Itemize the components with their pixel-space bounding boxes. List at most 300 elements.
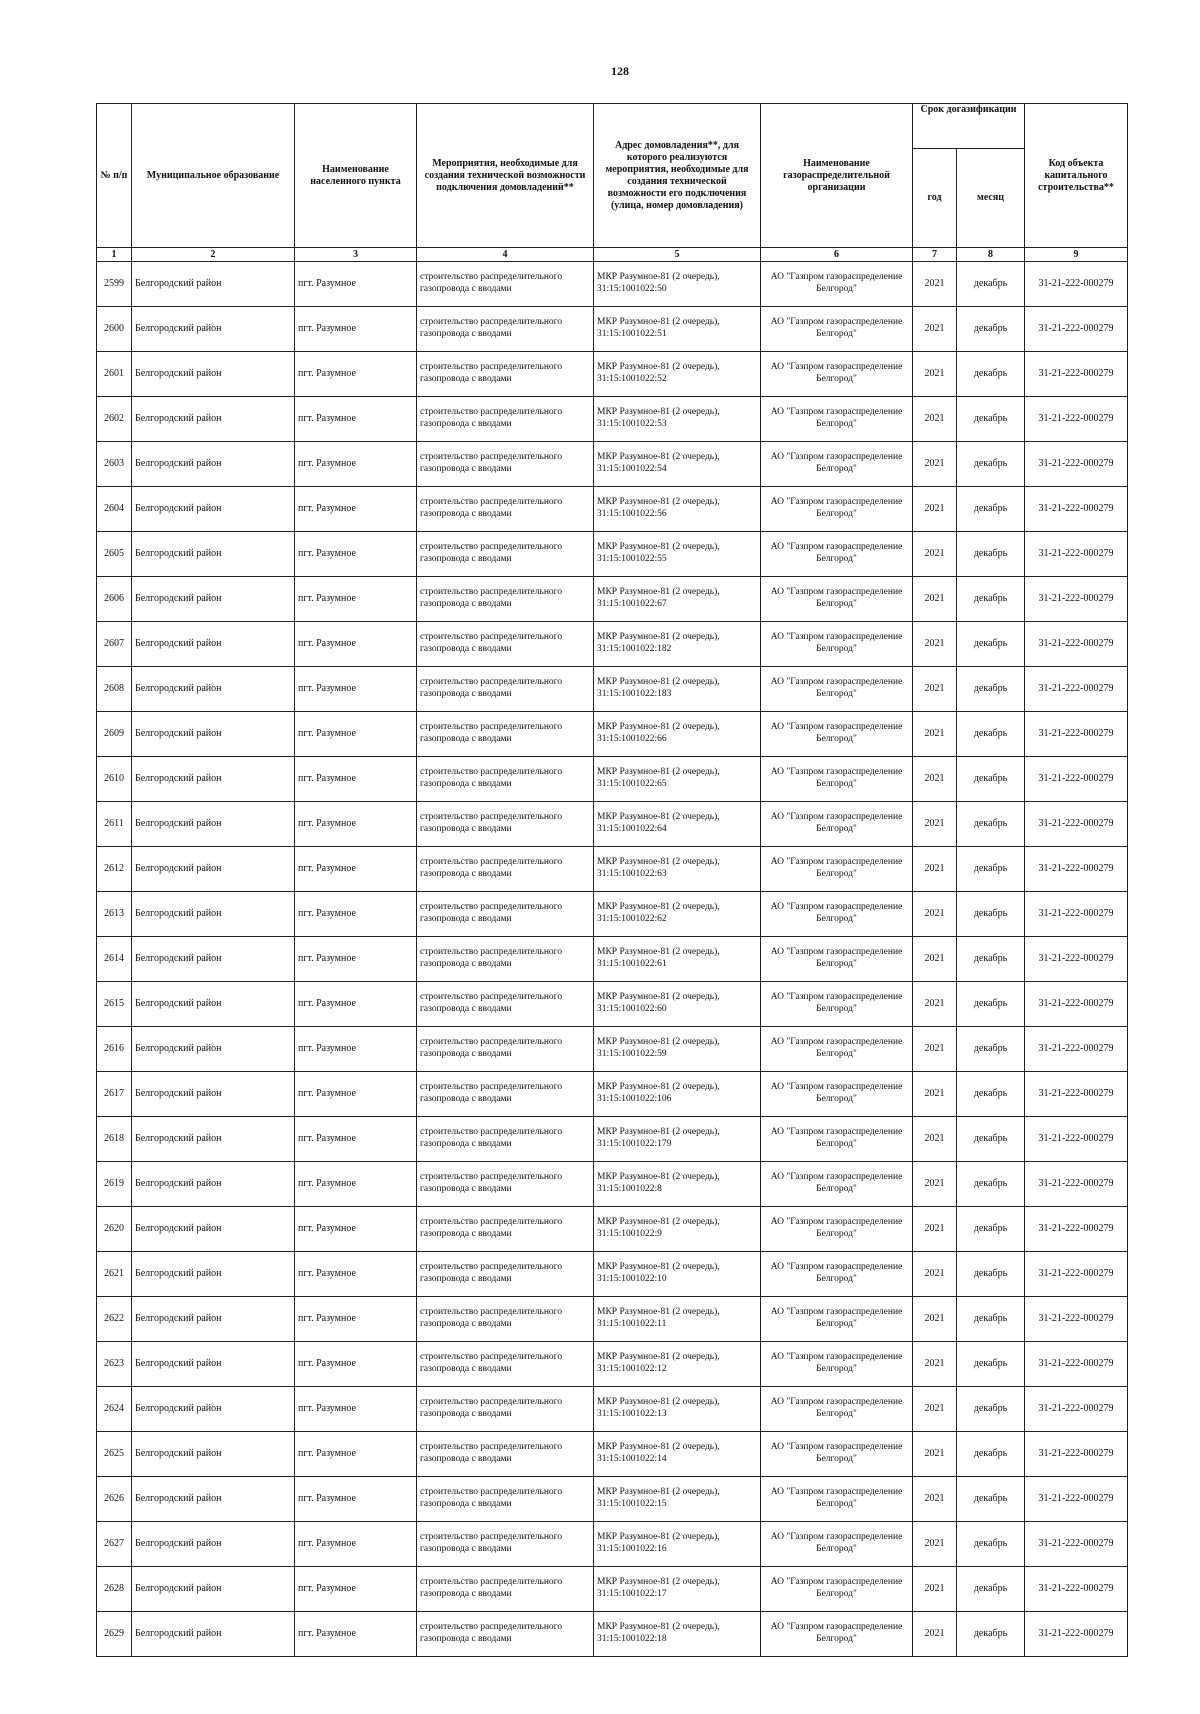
organization-cell: АО "Газпром газораспределение Белгород" xyxy=(761,1117,913,1162)
measure-cell: строительство распределительного газопровода с вводами xyxy=(417,1162,594,1207)
organization-cell: АО "Газпром газораспределение Белгород" xyxy=(761,1567,913,1612)
address-cell: МКР Разумное-81 (2 очередь), 31:15:1001022:53 xyxy=(594,397,761,442)
table-row xyxy=(97,982,1128,1027)
year-cell: 2021 xyxy=(913,937,957,982)
address-cell: МКР Разумное-81 (2 очередь), 31:15:1001022:15 xyxy=(594,1477,761,1522)
year-cell: 2021 xyxy=(913,712,957,757)
object-code-cell: 31-21-222-000279 xyxy=(1025,622,1128,667)
table-row xyxy=(97,1252,1128,1297)
year-cell: 2021 xyxy=(913,1162,957,1207)
settlement-cell: пгт. Разумное xyxy=(295,307,417,352)
organization-cell: АО "Газпром газораспределение Белгород" xyxy=(761,1297,913,1342)
month-cell: декабрь xyxy=(957,757,1025,802)
measure-cell: строительство распределительного газопровода с вводами xyxy=(417,1387,594,1432)
year-cell: 2021 xyxy=(913,1252,957,1297)
object-code-cell: 31-21-222-000279 xyxy=(1025,397,1128,442)
row-number-cell: 2612 xyxy=(97,847,132,892)
year-cell: 2021 xyxy=(913,577,957,622)
measure-cell: строительство распределительного газопровода с вводами xyxy=(417,1117,594,1162)
table-row xyxy=(97,1207,1128,1252)
measure-cell: строительство распределительного газопровода с вводами xyxy=(417,712,594,757)
address-cell: МКР Разумное-81 (2 очередь), 31:15:1001022:56 xyxy=(594,487,761,532)
year-cell: 2021 xyxy=(913,1072,957,1117)
organization-cell: АО "Газпром газораспределение Белгород" xyxy=(761,577,913,622)
year-cell: 2021 xyxy=(913,1342,957,1387)
object-code-cell: 31-21-222-000279 xyxy=(1025,982,1128,1027)
table-header xyxy=(97,104,1128,262)
month-cell: декабрь xyxy=(957,1522,1025,1567)
row-number-cell: 2621 xyxy=(97,1252,132,1297)
table-row xyxy=(97,1387,1128,1432)
address-cell: МКР Разумное-81 (2 очередь), 31:15:1001022:10 xyxy=(594,1252,761,1297)
row-number-cell: 2626 xyxy=(97,1477,132,1522)
municipality-cell: Белгородский район xyxy=(132,1117,295,1162)
month-cell: декабрь xyxy=(957,1162,1025,1207)
column-number: 5 xyxy=(594,248,761,262)
row-number-cell: 2601 xyxy=(97,352,132,397)
settlement-cell: пгт. Разумное xyxy=(295,667,417,712)
month-cell: декабрь xyxy=(957,1567,1025,1612)
settlement-cell: пгт. Разумное xyxy=(295,1252,417,1297)
measure-cell: строительство распределительного газопровода с вводами xyxy=(417,1207,594,1252)
measure-cell: строительство распределительного газопровода с вводами xyxy=(417,1027,594,1072)
year-cell: 2021 xyxy=(913,1027,957,1072)
address-cell: МКР Разумное-81 (2 очередь), 31:15:1001022:179 xyxy=(594,1117,761,1162)
organization-cell: АО "Газпром газораспределение Белгород" xyxy=(761,937,913,982)
object-code-cell: 31-21-222-000279 xyxy=(1025,1117,1128,1162)
municipality-cell: Белгородский район xyxy=(132,352,295,397)
table-row xyxy=(97,757,1128,802)
organization-cell: АО "Газпром газораспределение Белгород" xyxy=(761,262,913,307)
object-code-cell: 31-21-222-000279 xyxy=(1025,532,1128,577)
organization-cell: АО "Газпром газораспределение Белгород" xyxy=(761,1072,913,1117)
object-code-cell: 31-21-222-000279 xyxy=(1025,1207,1128,1252)
row-number-cell: 2620 xyxy=(97,1207,132,1252)
table-row xyxy=(97,622,1128,667)
year-cell: 2021 xyxy=(913,757,957,802)
address-cell: МКР Разумное-81 (2 очередь), 31:15:1001022:62 xyxy=(594,892,761,937)
municipality-cell: Белгородский район xyxy=(132,442,295,487)
month-cell: декабрь xyxy=(957,802,1025,847)
address-cell: МКР Разумное-81 (2 очередь), 31:15:1001022:60 xyxy=(594,982,761,1027)
settlement-cell: пгт. Разумное xyxy=(295,1387,417,1432)
year-cell: 2021 xyxy=(913,982,957,1027)
municipality-cell: Белгородский район xyxy=(132,667,295,712)
organization-cell: АО "Газпром газораспределение Белгород" xyxy=(761,532,913,577)
measure-cell: строительство распределительного газопровода с вводами xyxy=(417,532,594,577)
municipality-cell: Белгородский район xyxy=(132,757,295,802)
organization-cell: АО "Газпром газораспределение Белгород" xyxy=(761,1342,913,1387)
measure-cell: строительство распределительного газопровода с вводами xyxy=(417,757,594,802)
table-row xyxy=(97,712,1128,757)
address-cell: МКР Разумное-81 (2 очередь), 31:15:1001022:63 xyxy=(594,847,761,892)
month-cell: декабрь xyxy=(957,1027,1025,1072)
municipality-cell: Белгородский район xyxy=(132,1522,295,1567)
column-number-row xyxy=(97,248,1128,262)
measure-cell: строительство распределительного газопровода с вводами xyxy=(417,1567,594,1612)
settlement-cell: пгт. Разумное xyxy=(295,1432,417,1477)
year-cell: 2021 xyxy=(913,397,957,442)
object-code-cell: 31-21-222-000279 xyxy=(1025,1162,1128,1207)
header-measures: Мероприятия, необходимые для создания технической возможности подключения домовладений** xyxy=(417,104,594,248)
month-cell: декабрь xyxy=(957,937,1025,982)
table-row xyxy=(97,262,1128,307)
object-code-cell: 31-21-222-000279 xyxy=(1025,1567,1128,1612)
address-cell: МКР Разумное-81 (2 очередь), 31:15:1001022:9 xyxy=(594,1207,761,1252)
settlement-cell: пгт. Разумное xyxy=(295,712,417,757)
table-row xyxy=(97,397,1128,442)
object-code-cell: 31-21-222-000279 xyxy=(1025,442,1128,487)
measure-cell: строительство распределительного газопровода с вводами xyxy=(417,262,594,307)
measure-cell: строительство распределительного газопровода с вводами xyxy=(417,1297,594,1342)
measure-cell: строительство распределительного газопровода с вводами xyxy=(417,982,594,1027)
table-row xyxy=(97,442,1128,487)
month-cell: декабрь xyxy=(957,1297,1025,1342)
settlement-cell: пгт. Разумное xyxy=(295,1477,417,1522)
object-code-cell: 31-21-222-000279 xyxy=(1025,262,1128,307)
measure-cell: строительство распределительного газопровода с вводами xyxy=(417,442,594,487)
settlement-cell: пгт. Разумное xyxy=(295,487,417,532)
table-row xyxy=(97,802,1128,847)
object-code-cell: 31-21-222-000279 xyxy=(1025,1477,1128,1522)
table-row xyxy=(97,892,1128,937)
address-cell: МКР Разумное-81 (2 очередь), 31:15:1001022:52 xyxy=(594,352,761,397)
row-number-cell: 2600 xyxy=(97,307,132,352)
month-cell: декабрь xyxy=(957,712,1025,757)
settlement-cell: пгт. Разумное xyxy=(295,937,417,982)
object-code-cell: 31-21-222-000279 xyxy=(1025,937,1128,982)
column-number: 1 xyxy=(97,248,132,262)
address-cell: МКР Разумное-81 (2 очередь), 31:15:1001022:106 xyxy=(594,1072,761,1117)
year-cell: 2021 xyxy=(913,262,957,307)
year-cell: 2021 xyxy=(913,442,957,487)
table-row xyxy=(97,1522,1128,1567)
table-row xyxy=(97,847,1128,892)
year-cell: 2021 xyxy=(913,802,957,847)
municipality-cell: Белгородский район xyxy=(132,307,295,352)
row-number-cell: 2616 xyxy=(97,1027,132,1072)
object-code-cell: 31-21-222-000279 xyxy=(1025,1072,1128,1117)
measure-cell: строительство распределительного газопровода с вводами xyxy=(417,1477,594,1522)
month-cell: декабрь xyxy=(957,667,1025,712)
header-address: Адрес домовладения**, для которого реализуются мероприятия, необходимые для создания технической возможности его подключения (улица, номер домовладения) xyxy=(594,104,761,248)
municipality-cell: Белгородский район xyxy=(132,1342,295,1387)
organization-cell: АО "Газпром газораспределение Белгород" xyxy=(761,847,913,892)
settlement-cell: пгт. Разумное xyxy=(295,1027,417,1072)
table-row xyxy=(97,937,1128,982)
year-cell: 2021 xyxy=(913,622,957,667)
month-cell: декабрь xyxy=(957,1117,1025,1162)
object-code-cell: 31-21-222-000279 xyxy=(1025,1612,1128,1657)
month-cell: декабрь xyxy=(957,1387,1025,1432)
table-row xyxy=(97,577,1128,622)
address-cell: МКР Разумное-81 (2 очередь), 31:15:1001022:12 xyxy=(594,1342,761,1387)
row-number-cell: 2602 xyxy=(97,397,132,442)
table-row xyxy=(97,1342,1128,1387)
organization-cell: АО "Газпром газораспределение Белгород" xyxy=(761,352,913,397)
measure-cell: строительство распределительного газопровода с вводами xyxy=(417,1252,594,1297)
settlement-cell: пгт. Разумное xyxy=(295,442,417,487)
municipality-cell: Белгородский район xyxy=(132,1297,295,1342)
municipality-cell: Белгородский район xyxy=(132,262,295,307)
month-cell: декабрь xyxy=(957,622,1025,667)
row-number-cell: 2609 xyxy=(97,712,132,757)
address-cell: МКР Разумное-81 (2 очередь), 31:15:1001022:54 xyxy=(594,442,761,487)
object-code-cell: 31-21-222-000279 xyxy=(1025,1297,1128,1342)
municipality-cell: Белгородский район xyxy=(132,622,295,667)
settlement-cell: пгт. Разумное xyxy=(295,757,417,802)
municipality-cell: Белгородский район xyxy=(132,892,295,937)
row-number-cell: 2613 xyxy=(97,892,132,937)
municipality-cell: Белгородский район xyxy=(132,712,295,757)
organization-cell: АО "Газпром газораспределение Белгород" xyxy=(761,1252,913,1297)
table-row xyxy=(97,307,1128,352)
month-cell: декабрь xyxy=(957,1072,1025,1117)
measure-cell: строительство распределительного газопровода с вводами xyxy=(417,352,594,397)
organization-cell: АО "Газпром газораспределение Белгород" xyxy=(761,1027,913,1072)
table-row xyxy=(97,1432,1128,1477)
row-number-cell: 2604 xyxy=(97,487,132,532)
year-cell: 2021 xyxy=(913,532,957,577)
municipality-cell: Белгородский район xyxy=(132,1612,295,1657)
organization-cell: АО "Газпром газораспределение Белгород" xyxy=(761,1387,913,1432)
row-number-cell: 2607 xyxy=(97,622,132,667)
measure-cell: строительство распределительного газопровода с вводами xyxy=(417,1342,594,1387)
table-row xyxy=(97,352,1128,397)
month-cell: декабрь xyxy=(957,847,1025,892)
table-row xyxy=(97,1117,1128,1162)
settlement-cell: пгт. Разумное xyxy=(295,1072,417,1117)
row-number-cell: 2606 xyxy=(97,577,132,622)
table-row xyxy=(97,487,1128,532)
year-cell: 2021 xyxy=(913,1567,957,1612)
row-number-cell: 2623 xyxy=(97,1342,132,1387)
municipality-cell: Белгородский район xyxy=(132,1477,295,1522)
month-cell: декабрь xyxy=(957,1342,1025,1387)
address-cell: МКР Разумное-81 (2 очередь), 31:15:1001022:55 xyxy=(594,532,761,577)
row-number-cell: 2625 xyxy=(97,1432,132,1477)
municipality-cell: Белгородский район xyxy=(132,1072,295,1117)
address-cell: МКР Разумное-81 (2 очередь), 31:15:1001022:67 xyxy=(594,577,761,622)
table-row xyxy=(97,1297,1128,1342)
year-cell: 2021 xyxy=(913,1477,957,1522)
organization-cell: АО "Газпром газораспределение Белгород" xyxy=(761,487,913,532)
settlement-cell: пгт. Разумное xyxy=(295,1342,417,1387)
organization-cell: АО "Газпром газораспределение Белгород" xyxy=(761,667,913,712)
municipality-cell: Белгородский район xyxy=(132,982,295,1027)
month-cell: декабрь xyxy=(957,1207,1025,1252)
address-cell: МКР Разумное-81 (2 очередь), 31:15:1001022:14 xyxy=(594,1432,761,1477)
address-cell: МКР Разумное-81 (2 очередь), 31:15:1001022:66 xyxy=(594,712,761,757)
header-code: Код объекта капитального строительства** xyxy=(1025,104,1128,248)
organization-cell: АО "Газпром газораспределение Белгород" xyxy=(761,307,913,352)
object-code-cell: 31-21-222-000279 xyxy=(1025,1432,1128,1477)
month-cell: декабрь xyxy=(957,262,1025,307)
row-number-cell: 2599 xyxy=(97,262,132,307)
header-settlement: Наименование населенного пункта xyxy=(295,104,417,248)
year-cell: 2021 xyxy=(913,892,957,937)
organization-cell: АО "Газпром газораспределение Белгород" xyxy=(761,622,913,667)
municipality-cell: Белгородский район xyxy=(132,802,295,847)
column-number: 6 xyxy=(761,248,913,262)
row-number-cell: 2605 xyxy=(97,532,132,577)
municipality-cell: Белгородский район xyxy=(132,487,295,532)
header-month: месяц xyxy=(957,149,1025,248)
row-number-cell: 2628 xyxy=(97,1567,132,1612)
gasification-table xyxy=(96,103,1128,1657)
organization-cell: АО "Газпром газораспределение Белгород" xyxy=(761,802,913,847)
object-code-cell: 31-21-222-000279 xyxy=(1025,892,1128,937)
settlement-cell: пгт. Разумное xyxy=(295,1567,417,1612)
table-row xyxy=(97,1477,1128,1522)
object-code-cell: 31-21-222-000279 xyxy=(1025,802,1128,847)
header-municipality: Муниципальное образование xyxy=(132,104,295,248)
year-cell: 2021 xyxy=(913,1522,957,1567)
row-number-cell: 2627 xyxy=(97,1522,132,1567)
table-body xyxy=(97,262,1128,1657)
municipality-cell: Белгородский район xyxy=(132,937,295,982)
year-cell: 2021 xyxy=(913,352,957,397)
column-number: 4 xyxy=(417,248,594,262)
month-cell: декабрь xyxy=(957,577,1025,622)
settlement-cell: пгт. Разумное xyxy=(295,982,417,1027)
month-cell: декабрь xyxy=(957,1252,1025,1297)
month-cell: декабрь xyxy=(957,397,1025,442)
object-code-cell: 31-21-222-000279 xyxy=(1025,757,1128,802)
object-code-cell: 31-21-222-000279 xyxy=(1025,352,1128,397)
measure-cell: строительство распределительного газопровода с вводами xyxy=(417,622,594,667)
measure-cell: строительство распределительного газопровода с вводами xyxy=(417,397,594,442)
row-number-cell: 2611 xyxy=(97,802,132,847)
address-cell: МКР Разумное-81 (2 очередь), 31:15:1001022:65 xyxy=(594,757,761,802)
month-cell: декабрь xyxy=(957,1477,1025,1522)
address-cell: МКР Разумное-81 (2 очередь), 31:15:1001022:11 xyxy=(594,1297,761,1342)
organization-cell: АО "Газпром газораспределение Белгород" xyxy=(761,1522,913,1567)
column-number: 3 xyxy=(295,248,417,262)
measure-cell: строительство распределительного газопровода с вводами xyxy=(417,307,594,352)
settlement-cell: пгт. Разумное xyxy=(295,352,417,397)
month-cell: декабрь xyxy=(957,1432,1025,1477)
row-number-cell: 2617 xyxy=(97,1072,132,1117)
organization-cell: АО "Газпром газораспределение Белгород" xyxy=(761,712,913,757)
municipality-cell: Белгородский район xyxy=(132,1432,295,1477)
settlement-cell: пгт. Разумное xyxy=(295,802,417,847)
month-cell: декабрь xyxy=(957,982,1025,1027)
year-cell: 2021 xyxy=(913,307,957,352)
settlement-cell: пгт. Разумное xyxy=(295,577,417,622)
header-num: № п/п xyxy=(97,104,132,248)
settlement-cell: пгт. Разумное xyxy=(295,397,417,442)
measure-cell: строительство распределительного газопровода с вводами xyxy=(417,937,594,982)
object-code-cell: 31-21-222-000279 xyxy=(1025,1027,1128,1072)
column-number: 7 xyxy=(913,248,957,262)
settlement-cell: пгт. Разумное xyxy=(295,892,417,937)
header-term: Срок догазификации xyxy=(913,104,1025,149)
table-row xyxy=(97,1162,1128,1207)
row-number-cell: 2608 xyxy=(97,667,132,712)
organization-cell: АО "Газпром газораспределение Белгород" xyxy=(761,1432,913,1477)
organization-cell: АО "Газпром газораспределение Белгород" xyxy=(761,442,913,487)
table-row xyxy=(97,1567,1128,1612)
organization-cell: АО "Газпром газораспределение Белгород" xyxy=(761,892,913,937)
settlement-cell: пгт. Разумное xyxy=(295,1522,417,1567)
month-cell: декабрь xyxy=(957,1612,1025,1657)
organization-cell: АО "Газпром газораспределение Белгород" xyxy=(761,757,913,802)
measure-cell: строительство распределительного газопровода с вводами xyxy=(417,1072,594,1117)
object-code-cell: 31-21-222-000279 xyxy=(1025,487,1128,532)
object-code-cell: 31-21-222-000279 xyxy=(1025,1522,1128,1567)
settlement-cell: пгт. Разумное xyxy=(295,262,417,307)
month-cell: декабрь xyxy=(957,487,1025,532)
year-cell: 2021 xyxy=(913,1117,957,1162)
row-number-cell: 2622 xyxy=(97,1297,132,1342)
column-number: 8 xyxy=(957,248,1025,262)
municipality-cell: Белгородский район xyxy=(132,1027,295,1072)
object-code-cell: 31-21-222-000279 xyxy=(1025,1387,1128,1432)
object-code-cell: 31-21-222-000279 xyxy=(1025,1252,1128,1297)
address-cell: МКР Разумное-81 (2 очередь), 31:15:1001022:183 xyxy=(594,667,761,712)
header-year: год xyxy=(913,149,957,248)
municipality-cell: Белгородский район xyxy=(132,532,295,577)
settlement-cell: пгт. Разумное xyxy=(295,532,417,577)
measure-cell: строительство распределительного газопровода с вводами xyxy=(417,892,594,937)
year-cell: 2021 xyxy=(913,667,957,712)
row-number-cell: 2624 xyxy=(97,1387,132,1432)
settlement-cell: пгт. Разумное xyxy=(295,1162,417,1207)
year-cell: 2021 xyxy=(913,1207,957,1252)
address-cell: МКР Разумное-81 (2 очередь), 31:15:1001022:16 xyxy=(594,1522,761,1567)
table-row xyxy=(97,1072,1128,1117)
row-number-cell: 2619 xyxy=(97,1162,132,1207)
municipality-cell: Белгородский район xyxy=(132,397,295,442)
year-cell: 2021 xyxy=(913,847,957,892)
address-cell: МКР Разумное-81 (2 очередь), 31:15:1001022:59 xyxy=(594,1027,761,1072)
address-cell: МКР Разумное-81 (2 очередь), 31:15:1001022:64 xyxy=(594,802,761,847)
object-code-cell: 31-21-222-000279 xyxy=(1025,712,1128,757)
measure-cell: строительство распределительного газопровода с вводами xyxy=(417,1522,594,1567)
row-number-cell: 2618 xyxy=(97,1117,132,1162)
municipality-cell: Белгородский район xyxy=(132,577,295,622)
header-org: Наименование газораспределительной организации xyxy=(761,104,913,248)
municipality-cell: Белгородский район xyxy=(132,847,295,892)
year-cell: 2021 xyxy=(913,1432,957,1477)
month-cell: декабрь xyxy=(957,442,1025,487)
measure-cell: строительство распределительного газопровода с вводами xyxy=(417,487,594,532)
year-cell: 2021 xyxy=(913,1297,957,1342)
address-cell: МКР Разумное-81 (2 очередь), 31:15:1001022:18 xyxy=(594,1612,761,1657)
organization-cell: АО "Газпром газораспределение Белгород" xyxy=(761,1207,913,1252)
year-cell: 2021 xyxy=(913,1387,957,1432)
organization-cell: АО "Газпром газораспределение Белгород" xyxy=(761,1162,913,1207)
settlement-cell: пгт. Разумное xyxy=(295,622,417,667)
organization-cell: АО "Газпром газораспределение Белгород" xyxy=(761,1477,913,1522)
address-cell: МКР Разумное-81 (2 очередь), 31:15:1001022:13 xyxy=(594,1387,761,1432)
measure-cell: строительство распределительного газопровода с вводами xyxy=(417,802,594,847)
address-cell: МКР Разумное-81 (2 очередь), 31:15:1001022:51 xyxy=(594,307,761,352)
municipality-cell: Белгородский район xyxy=(132,1207,295,1252)
settlement-cell: пгт. Разумное xyxy=(295,847,417,892)
row-number-cell: 2610 xyxy=(97,757,132,802)
page-number: 128 xyxy=(611,64,629,78)
address-cell: МКР Разумное-81 (2 очередь), 31:15:1001022:182 xyxy=(594,622,761,667)
row-number-cell: 2629 xyxy=(97,1612,132,1657)
object-code-cell: 31-21-222-000279 xyxy=(1025,1342,1128,1387)
object-code-cell: 31-21-222-000279 xyxy=(1025,847,1128,892)
column-number: 2 xyxy=(132,248,295,262)
row-number-cell: 2603 xyxy=(97,442,132,487)
year-cell: 2021 xyxy=(913,1612,957,1657)
measure-cell: строительство распределительного газопровода с вводами xyxy=(417,1432,594,1477)
